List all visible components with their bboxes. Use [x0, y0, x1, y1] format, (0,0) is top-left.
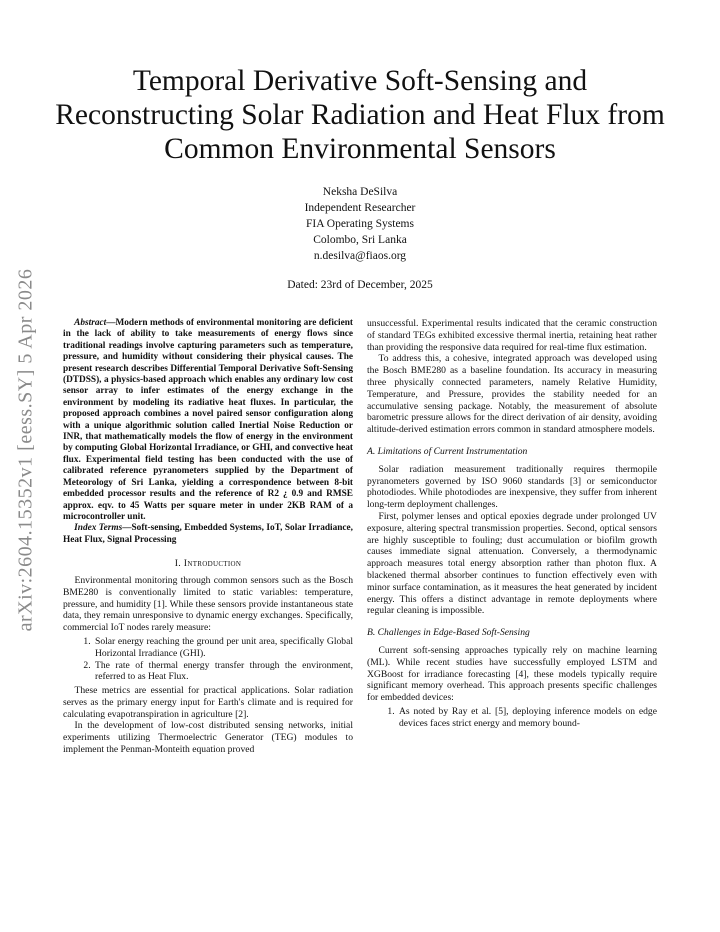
arxiv-identifier	[8, 250, 44, 650]
paragraph: In the development of low-cost distributed sensing networks, initial experiments utilizing Thermoelectric Generator (TEG) modules to implement the Penman-Monteith equation proved	[63, 720, 353, 756]
index-terms	[63, 523, 353, 546]
author-name: Neksha DeSilva	[322, 186, 398, 198]
date-line: Dated: 23rd of December, 2025	[287, 279, 433, 291]
paragraph: Environmental monitoring through common sensors such as the Bosch BME280 is conventionally limited to static variables: temperature, pressure, and humidity [1]. While these sensors provide instantaneous state data, they remain unresponsive to dynamic energy exchanges. Specifically, commercial IoT nodes rarely measure:	[63, 574, 353, 634]
paragraph: These metrics are essential for practical applications. Solar radiation serves as the primary energy input for Earth's climate and is required for calculating evapotranspiration in agriculture [2].	[63, 685, 353, 720]
author-email: n.desilva@fiaos.org	[313, 250, 407, 262]
left-column	[63, 318, 353, 756]
right-column	[367, 318, 657, 732]
challenge-list	[367, 706, 657, 730]
author-location: Colombo, Sri Lanka	[313, 234, 407, 246]
paragraph: To address this, a cohesive, integrated approach was developed using the Bosch BME280 as a baseline foundation. Its accuracy in measuring three physically connected parameters, namely Relative Humidity, Temperature, and Pressure, provides the stability needed for an accumulative sensing package. Notably, the measurement of absolute barometric pressure allows for the direct derivation of air density, avoiding altitude-derived estimation errors common in standard atmosphere models.	[367, 353, 657, 436]
index-terms-text: —Soft-sensing, Embedded Systems, IoT, Solar Irradiance, Heat Flux, Signal Processing	[63, 523, 353, 545]
author-org: FIA Operating Systems	[306, 218, 414, 230]
paper-title	[40, 64, 680, 166]
paragraph: Solar radiation measurement traditionally requires thermopile pyranometers governed by ISO 9060 standards [3] or semiconductor photodiodes. While photodiodes are inexpensive, they suffer from inherent long-term deployment challenges.	[367, 463, 657, 511]
title-line: Reconstructing Solar Radiation and Heat Flux from	[55, 99, 665, 131]
section-heading-introduction: I. Introduction	[174, 558, 242, 570]
subsection-heading-limitations: A. Limitations of Current Instrumentation	[367, 445, 528, 457]
paragraph: First, polymer lenses and optical epoxies degrade under prolonged UV exposure, altering spectral transmission properties. Second, optical sensors are highly susceptible to fouling; dust accumulation or biofilm growth causes immediate signal attenuation. Conversely, a thermodynamic approach measures total energy absorption rather than photon flux. A blackened thermal absorber continues to function effectively even with minor surface contamination, as it measures the heat generated by incident energy. This offers a distinct advantage in remote deployments where regular cleaning is impossible.	[367, 510, 657, 617]
list-item: 1. Solar energy reaching the ground per unit area, specifically Global Horizontal Irradiance (GHI).	[93, 636, 353, 660]
title-line: Common Environmental Sensors	[164, 133, 556, 165]
paragraph: Current soft-sensing approaches typically rely on machine learning (ML). While recent studies have successfully employed LSTM and XGBoost for irradiance forecasting [4], these models typically require significant memory overhead. This approach presents specific challenges for embedded devices:	[367, 644, 657, 704]
abstract-text: —Modern methods of environmental monitoring are deficient in the lack of ability to take measurements of energy flows since traditional readings involve capturing parameters such as temperature, pressure, and humidity without considering their physical causes. The present research describes Differential Temporal Derivative Soft-Sensing (DTDSS), a physics-based approach which enables any ordinary low cost sensor array to infer estimates of the energy exchange in the environment by modeling its radiative heat fluxes. In particular, the proposed approach combines a novel paired sensor configuration along with a unique algorithmic solution called Inertial Noise Reduction or INR, that mathematically models the flow of energy in the environment by computing Global Horizontal Irradiance, or GHI, and convective heat flux. Experimental field testing has been conducted with the use of calibrated reference pyranometers supplied by the Department of Meteorology of Sri Lanka, yielding a correspondence between 8-bit embedded processor results and the reference of R2 ¿ 0.9 and RMSE approx. eqv. to 45 Watts per square meter in under 2KB RAM of a microcontroller unit.	[63, 318, 353, 522]
measure-list	[63, 636, 353, 683]
subsection-heading-challenges: B. Challenges in Edge-Based Soft-Sensing	[367, 627, 530, 639]
index-terms-label: Index Terms	[74, 523, 123, 534]
author-role: Independent Researcher	[304, 202, 416, 214]
author-block	[160, 184, 560, 264]
list-item: 1. As noted by Ray et al. [5], deploying inference models on edge devices faces strict energy and memory bound-	[397, 706, 657, 730]
list-item: 2. The rate of thermal energy transfer through the environment, referred to as Heat Flux.	[93, 660, 353, 684]
abstract	[63, 318, 353, 523]
arxiv-identifier-text: arXiv:2604.15352v1 [eess.SY] 5 Apr 2026	[14, 268, 37, 632]
paragraph: unsuccessful. Experimental results indicated that the ceramic construction of standard TEGs exhibited excessive thermal inertia, retaining heat rather than providing the responsive data required for real-time flux estimation.	[367, 318, 657, 353]
title-line: Temporal Derivative Soft-Sensing and	[132, 65, 588, 97]
abstract-label: Abstract	[74, 318, 107, 328]
